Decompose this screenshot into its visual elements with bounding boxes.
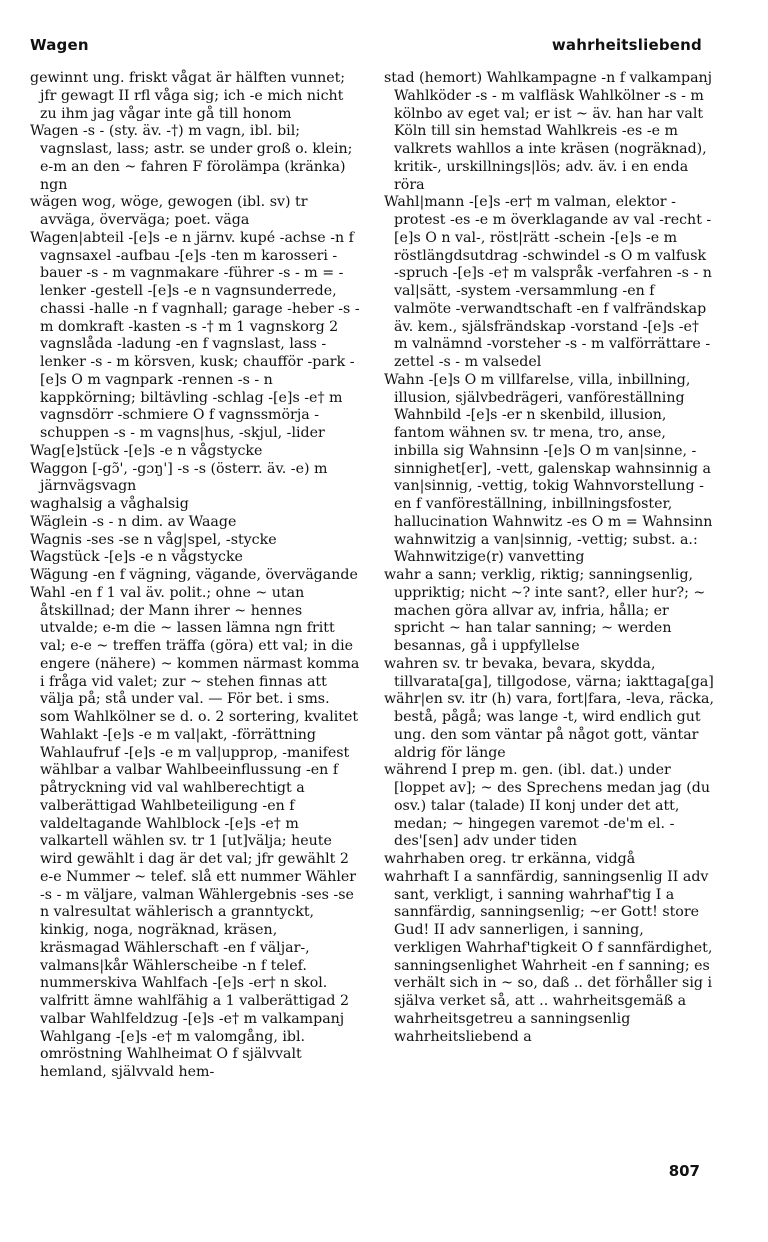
dictionary-entry: währ|en sv. itr (h) vara, fort|fara, -leva, räcka, bestå, pågå; was lange -t, wird endlich gut ung. den som väntar på något gott, väntar aldrig för länge bbox=[384, 691, 714, 761]
dictionary-entry: während I prep m. gen. (ibl. dat.) under [loppet av]; ~ des Sprechens medan jag (du osv.) talar (talade) II konj under det att, medan; ~ hingegen varemot -de'm el. -des'[sen] adv under tiden bbox=[384, 762, 710, 850]
dictionary-entry: Wahn -[e]s O m villfarelse, villa, inbillning, illusion, självbedrägeri, vanföreställning Wahnbild -[e]s -er n skenbild, illusion, fantom wähnen sv. tr mena, tro, anse, inbilla sig Wahnsinn -[e]s O m van|sinne, -sinnighet[er], -vett, galenskap wahnsinnig a van|sinnig, -vettig, tokig Wahnvorstellung -en f vanföreställning, inbillningsfoster, hallucination Wahnwitz -es O m = Wahnsinn wahnwitzig a van|sinnig, -vettig; subst. a.: Wahnwitzige(r) vanvetting bbox=[384, 371, 713, 566]
dictionary-entry: Wagnis -ses -se n våg|spel, -stycke bbox=[30, 531, 277, 548]
dictionary-entry: Wagen|abteil -[e]s -e n järnv. kupé -achse -n f vagnsaxel -aufbau -[e]s -ten m karosseri -bauer -s - m vagnmakare -führer -s - m = -lenker -gestell -[e]s -e n vagnsunderrede, chassi -halle -n f vagnhall; garage -heber -s - m domkraft -kasten -s -† m 1 vagnskorg 2 vagnslåda -ladung -en f vagnslast, lass -lenker -s - m körsven, kusk; chaufför -park -[e]s O m vagnpark -rennen -s - n kappkörning; biltävling -schlag -[e]s -e† m vagnsdörr -schmiere O f vagnssmörja -schuppen -s - m vagns|hus, -skjul, -lider bbox=[30, 229, 360, 441]
dictionary-entry: wahrhaben oreg. tr erkänna, vidgå bbox=[384, 851, 636, 867]
dictionary-entry: stad (hemort) Wahlkampagne -n f valkampanj Wahlköder -s - m valfläsk Wahlkölner -s - m kölnbo av eget val; er ist ~ äv. han har valt Köln till sin hemstad Wahlkreis -es -e m valkrets wahllos a inte kräsen (nogräknad), kritik-, urskillnings|lös; adv. äv. i en enda röra bbox=[384, 70, 713, 193]
dictionary-entry: gewinnt ung. friskt vågat är hälften vunnet; jfr gewagt II rfl våga sig; ich -e mich nicht zu ihm jag vågar inte gå till honom bbox=[30, 70, 346, 122]
dictionary-entry: wägen wog, wöge, gewogen (ibl. sv) tr avväga, överväga; poet. väga bbox=[30, 194, 308, 228]
dictionary-entry: Wag[e]stück -[e]s -e n vågstycke bbox=[30, 442, 263, 459]
dictionary-entry: wahren sv. tr bevaka, bevara, skydda, tillvarata[ga], tillgodose, värna; iakttaga[ga] bbox=[384, 655, 714, 690]
dictionary-entry: Wagstück -[e]s -e n vågstycke bbox=[30, 549, 243, 566]
dictionary-entry: Wäglein -s - n dim. av Waage bbox=[30, 513, 237, 530]
dictionary-entry: waghalsig a våghalsig bbox=[30, 496, 189, 512]
left-guide-word: Wagen bbox=[30, 36, 89, 54]
page-number: 807 bbox=[668, 1162, 700, 1180]
dictionary-entry: Waggon [-gɔ̃', -gɔŋ'] -s -s (österr. äv. -e) m järnvägsvagn bbox=[30, 460, 328, 495]
right-column bbox=[384, 70, 714, 1046]
right-guide-word: wahrheitsliebend bbox=[551, 36, 702, 54]
dictionary-entry: wahrhaft I a sannfärdig, sanningsenlig II adv sant, verkligt, i sanning wahrhaf'tig I a sannfärdig, sanningsenlig; ~er Gott! store Gud! II adv sannerligen, i sanning, verkligen Wahrhaf'tigkeit O f sannfärdighet, sanningsenlighet Wahrheit -en f sanning; es verhält sich in ~ so, daß .. det förhåller sig i själva verket så, att .. wahrheitsgemäß a wahrheitsgetreu a sanningsenlig wahrheitsliebend a bbox=[384, 868, 713, 1045]
dictionary-entry: Wagen -s - (sty. äv. -†) m vagn, ibl. bil; vagnslast, lass; astr. se under groß o. klein; e-m an den ~ fahren F förolämpa (kränka) ngn bbox=[30, 123, 353, 193]
dictionary-entry: Wahl -en f 1 val äv. polit.; ohne ~ utan åtskillnad; der Mann ihrer ~ hennes utvalde; e-m die ~ lassen lämna ngn fritt val; e-e ~ treffen träffa (göra) ett val; in die engere (nähere) ~ kommen närmast komma i fråga vid valet; zur ~ stehen finnas att välja på; stå under val. — För bet. i sms. som Wahlkölner se d. o. 2 sortering, kvalitet Wahlakt -[e]s -e m val|akt, -förrättning Wahlaufruf -[e]s -e m val|upprop, -manifest wählbar a valbar Wahlbeeinflussung -en f påtryckning vid val wahlberechtigt a valberättigad Wahlbeteiligung -en f valdeltagande Wahlblock -[e]s -e† m valkartell wählen sv. tr 1 [ut]välja; heute wird gewählt i dag är det val; jfr gewählt 2 e-e Nummer ~ telef. slå ett nummer Wähler -s - m väljare, valman Wählergebnis -ses -se n valresultat wählerisch a granntyckt, kinkig, noga, nogräknad, kräsen, kräsmagad Wählerschaft -en f väljar-, valmans|kår Wählerscheibe -n f telef. nummerskiva Wahlfach -[e]s -er† n skol. valfritt ämne wahlfähig a 1 valberättigad 2 valbar Wahlfeldzug -[e]s -e† m valkampanj Wahlgang -[e]s -e† m valomgång, ibl. omröstning Wahlheimat O f självvalt hemland, självvald hem- bbox=[30, 584, 360, 1080]
dictionary-entry: Wägung -en f vägning, vägande, övervägande bbox=[30, 567, 358, 583]
left-column bbox=[30, 70, 360, 1082]
dictionary-entry: wahr a sann; verklig, riktig; sanningsenlig, uppriktig; nicht ~? inte sant?, eller hur?; ~ machen göra allvar av, infria, hålla; er spricht ~ han talar sanning; ~ werden besannas, gå i uppfyllelse bbox=[384, 567, 706, 654]
dictionary-entry: Wahl|mann -[e]s -er† m valman, elektor -protest -es -e m överklagande av val -recht -[e]s O n val-, röst|rätt -schein -[e]s -e m röstlängdsutdrag -schwindel -s O m valfusk -spruch -[e]s -e† m valspråk -verfahren -s - n val|sätt, -system -versammlung -en f valmöte -verwandtschaft -en f valfrändskap äv. kem., själsfrändskap -vorstand -[e]s -e† m valnämnd -vorsteher -s - m valförrättare -zettel -s - m valsedel bbox=[384, 194, 712, 370]
